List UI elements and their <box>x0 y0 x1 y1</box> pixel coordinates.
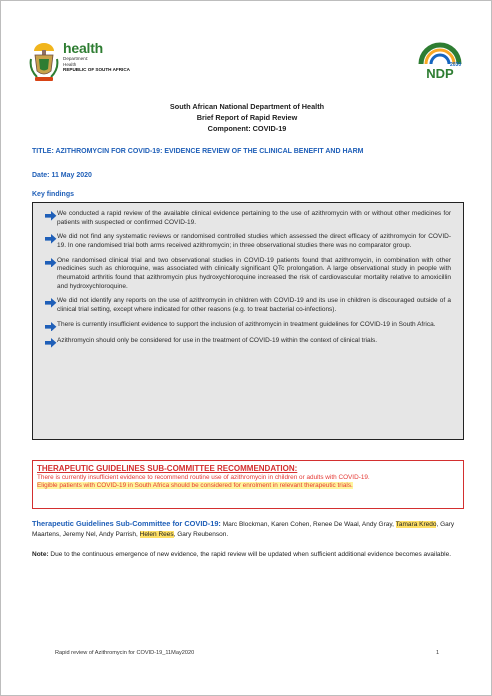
key-finding-item <box>45 233 451 250</box>
health-department-logo <box>29 41 154 83</box>
key-finding-text: One randomised clinical trial and two observational studies in COVID-19 patients found that azithromycin, in combination with other medicines such as chloroquine, was associated with clinically significant QTc prolongation. A large observational study in people with rheumatoid arthritis found that azithromycin plus hydroxychloroquine increased the risk of cardiovascular mortality relative to amoxicillin and hydroxychloroquine. <box>57 256 451 290</box>
arrow-bullet-icon <box>45 211 57 221</box>
recommendation-line-1: There is currently insufficient evidence to recommend routine use of azithromycin in children or adults with COVID-19. <box>37 474 370 481</box>
recommendation-box <box>32 460 464 509</box>
arrow-bullet-icon <box>45 322 57 332</box>
brand-line-country: REPUBLIC OF SOUTH AFRICA <box>63 67 130 73</box>
brand-line-department: Department: <box>63 56 89 61</box>
committee-members <box>32 519 464 539</box>
update-note <box>32 550 464 559</box>
committee-highlighted-name: Tamara Kredo <box>395 521 437 528</box>
coat-of-arms-icon <box>29 41 59 83</box>
document-date: Date: 11 May 2020 <box>32 172 92 179</box>
ndp-text: NDP <box>426 66 454 81</box>
ndp-2030-logo <box>417 42 463 84</box>
recommendation-heading: THERAPEUTIC GUIDELINES SUB-COMMITTEE RECOMMENDATION: <box>37 464 298 473</box>
key-finding-item <box>45 297 451 314</box>
key-finding-item <box>45 337 451 348</box>
key-findings-heading: Key findings <box>32 191 75 198</box>
note-text: Due to the continuous emergence of new evidence, the rapid review will be updated when sufficient additional evidence becomes available. <box>48 551 452 558</box>
key-findings-box <box>32 202 464 440</box>
key-finding-item <box>45 210 451 227</box>
arrow-bullet-icon <box>45 234 57 244</box>
committee-highlighted-name: Helen Rees <box>139 530 174 538</box>
committee-heading: Therapeutic Guidelines Sub-Committee for COVID-19: <box>32 519 221 528</box>
key-finding-text: We conducted a rapid review of the available clinical evidence pertaining to the use of azithromycin with or without other medicines for patients with suspected or confirmed COVID-19. <box>57 210 451 226</box>
committee-names-3: , Gary Reubenson. <box>173 530 229 538</box>
brand-line-health: Health <box>63 61 77 67</box>
page-number: 1 <box>436 650 440 656</box>
arrow-bullet-icon <box>45 258 57 268</box>
committee-names-2: , Gary Maartens, Jeremy Nel, Andy Parrish, <box>32 521 455 538</box>
recommendation-line-2: Eligible patients with COVID-19 in South Africa should be considered for enrolment in relevant therapeutic trials. <box>37 482 353 490</box>
note-label: Note: <box>32 551 49 558</box>
arrow-bullet-icon <box>45 298 57 308</box>
key-finding-text: There is currently insufficient evidence to support the inclusion of azithromycin in treatment guidelines for COVID-19 in South Africa. <box>57 320 436 328</box>
key-finding-text: We did not find any systematic reviews or randomised controlled studies which assessed the direct efficacy of azithromycin for COVID-19. In one randomised trial both arms received azithromycin; in three observational studies there was no comparator group. <box>57 233 451 249</box>
committee-names-1: Marc Blockman, Karen Cohen, Renee De Waal, Andy Gray, <box>220 521 396 528</box>
header-component: Component: COVID-19 <box>207 124 287 133</box>
brand-word: health <box>63 40 104 56</box>
ndp-year: 2030 <box>450 62 462 68</box>
key-finding-text: Azithromycin should only be considered for use in the treatment of COVID-19 within the context of clinical trials. <box>57 337 378 345</box>
arrow-bullet-icon <box>45 338 57 348</box>
key-finding-item <box>45 321 451 332</box>
document-title: TITLE: AZITHROMYCIN FOR COVID-19: EVIDENCE REVIEW OF THE CLINICAL BENEFIT AND HARM <box>32 148 364 155</box>
header-organisation: South African National Department of Health <box>169 102 325 111</box>
header-report-type: Brief Report of Rapid Review <box>196 113 298 122</box>
footer-text: Rapid review of Azithromycin for COVID-19_11May2020 <box>55 650 195 656</box>
key-finding-text: We did not identify any reports on the use of azithromycin in children with COVID-19 and its use in children is discouraged outside of a clinical trial setting, except where indicated for other reasons (e.g. to treat bacterial co-infections). <box>57 297 451 313</box>
key-finding-item <box>45 257 451 291</box>
